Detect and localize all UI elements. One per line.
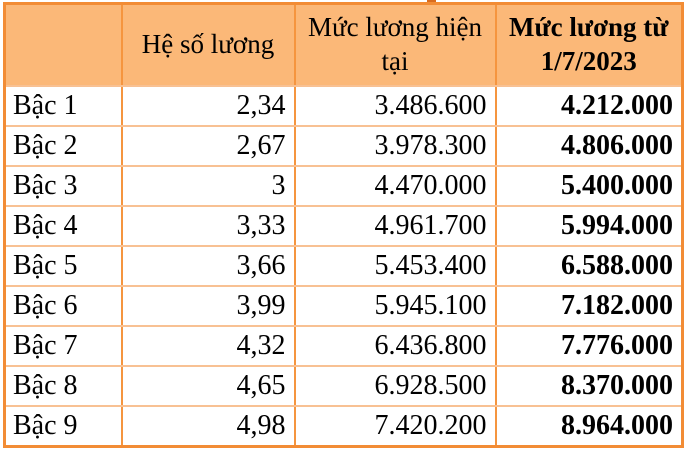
table-row [5,406,683,447]
he-so-luong-value: 4,32 [122,326,295,366]
header-row [5,4,683,87]
row-label: Bậc 8 [5,366,122,406]
muc-luong-hien-tai-value: 4.470.000 [295,166,496,206]
row-label: Bậc 4 [5,206,122,246]
muc-luong-hien-tai-value: 5.945.100 [295,286,496,326]
table-row [5,166,683,206]
he-so-luong-value: 3,66 [122,246,295,286]
muc-luong-hien-tai-value: 3.486.600 [295,86,496,126]
table-row [5,126,683,166]
table-row [5,206,683,246]
muc-luong-hien-tai-value: 6.928.500 [295,366,496,406]
muc-luong-moi-value: 8.370.000 [496,366,683,406]
header-cell-muc-luong-hien-tai: Mức lương hiện tại [295,4,496,87]
he-so-luong-value: 4,65 [122,366,295,406]
muc-luong-moi-value: 4.212.000 [496,86,683,126]
header-cell-muc-luong-tu-1-7-2023: Mức lương từ 1/7/2023 [496,4,683,87]
row-label: Bậc 5 [5,246,122,286]
table-row [5,86,683,126]
muc-luong-hien-tai-value: 4.961.700 [295,206,496,246]
muc-luong-moi-value: 5.400.000 [496,166,683,206]
muc-luong-hien-tai-value: 3.978.300 [295,126,496,166]
muc-luong-moi-value: 4.806.000 [496,126,683,166]
muc-luong-hien-tai-value: 5.453.400 [295,246,496,286]
header-cell-empty [5,4,122,87]
he-so-luong-value: 3,99 [122,286,295,326]
muc-luong-moi-value: 6.588.000 [496,246,683,286]
he-so-luong-value: 3 [122,166,295,206]
muc-luong-moi-value: 7.776.000 [496,326,683,366]
row-label: Bậc 3 [5,166,122,206]
muc-luong-hien-tai-value: 6.436.800 [295,326,496,366]
row-label: Bậc 7 [5,326,122,366]
he-so-luong-value: 2,67 [122,126,295,166]
he-so-luong-value: 3,33 [122,206,295,246]
muc-luong-moi-value: 8.964.000 [496,406,683,447]
he-so-luong-value: 4,98 [122,406,295,447]
row-label: Bậc 2 [5,126,122,166]
muc-luong-moi-value: 5.994.000 [496,206,683,246]
header-cell-he-so-luong: Hệ số lương [122,4,295,87]
muc-luong-hien-tai-value: 7.420.200 [295,406,496,447]
salary-table [3,2,684,448]
row-label: Bậc 6 [5,286,122,326]
muc-luong-moi-value: 7.182.000 [496,286,683,326]
table-row [5,286,683,326]
table-row [5,366,683,406]
table-row [5,326,683,366]
table-row [5,246,683,286]
row-label: Bậc 1 [5,86,122,126]
he-so-luong-value: 2,34 [122,86,295,126]
row-label: Bậc 9 [5,406,122,447]
